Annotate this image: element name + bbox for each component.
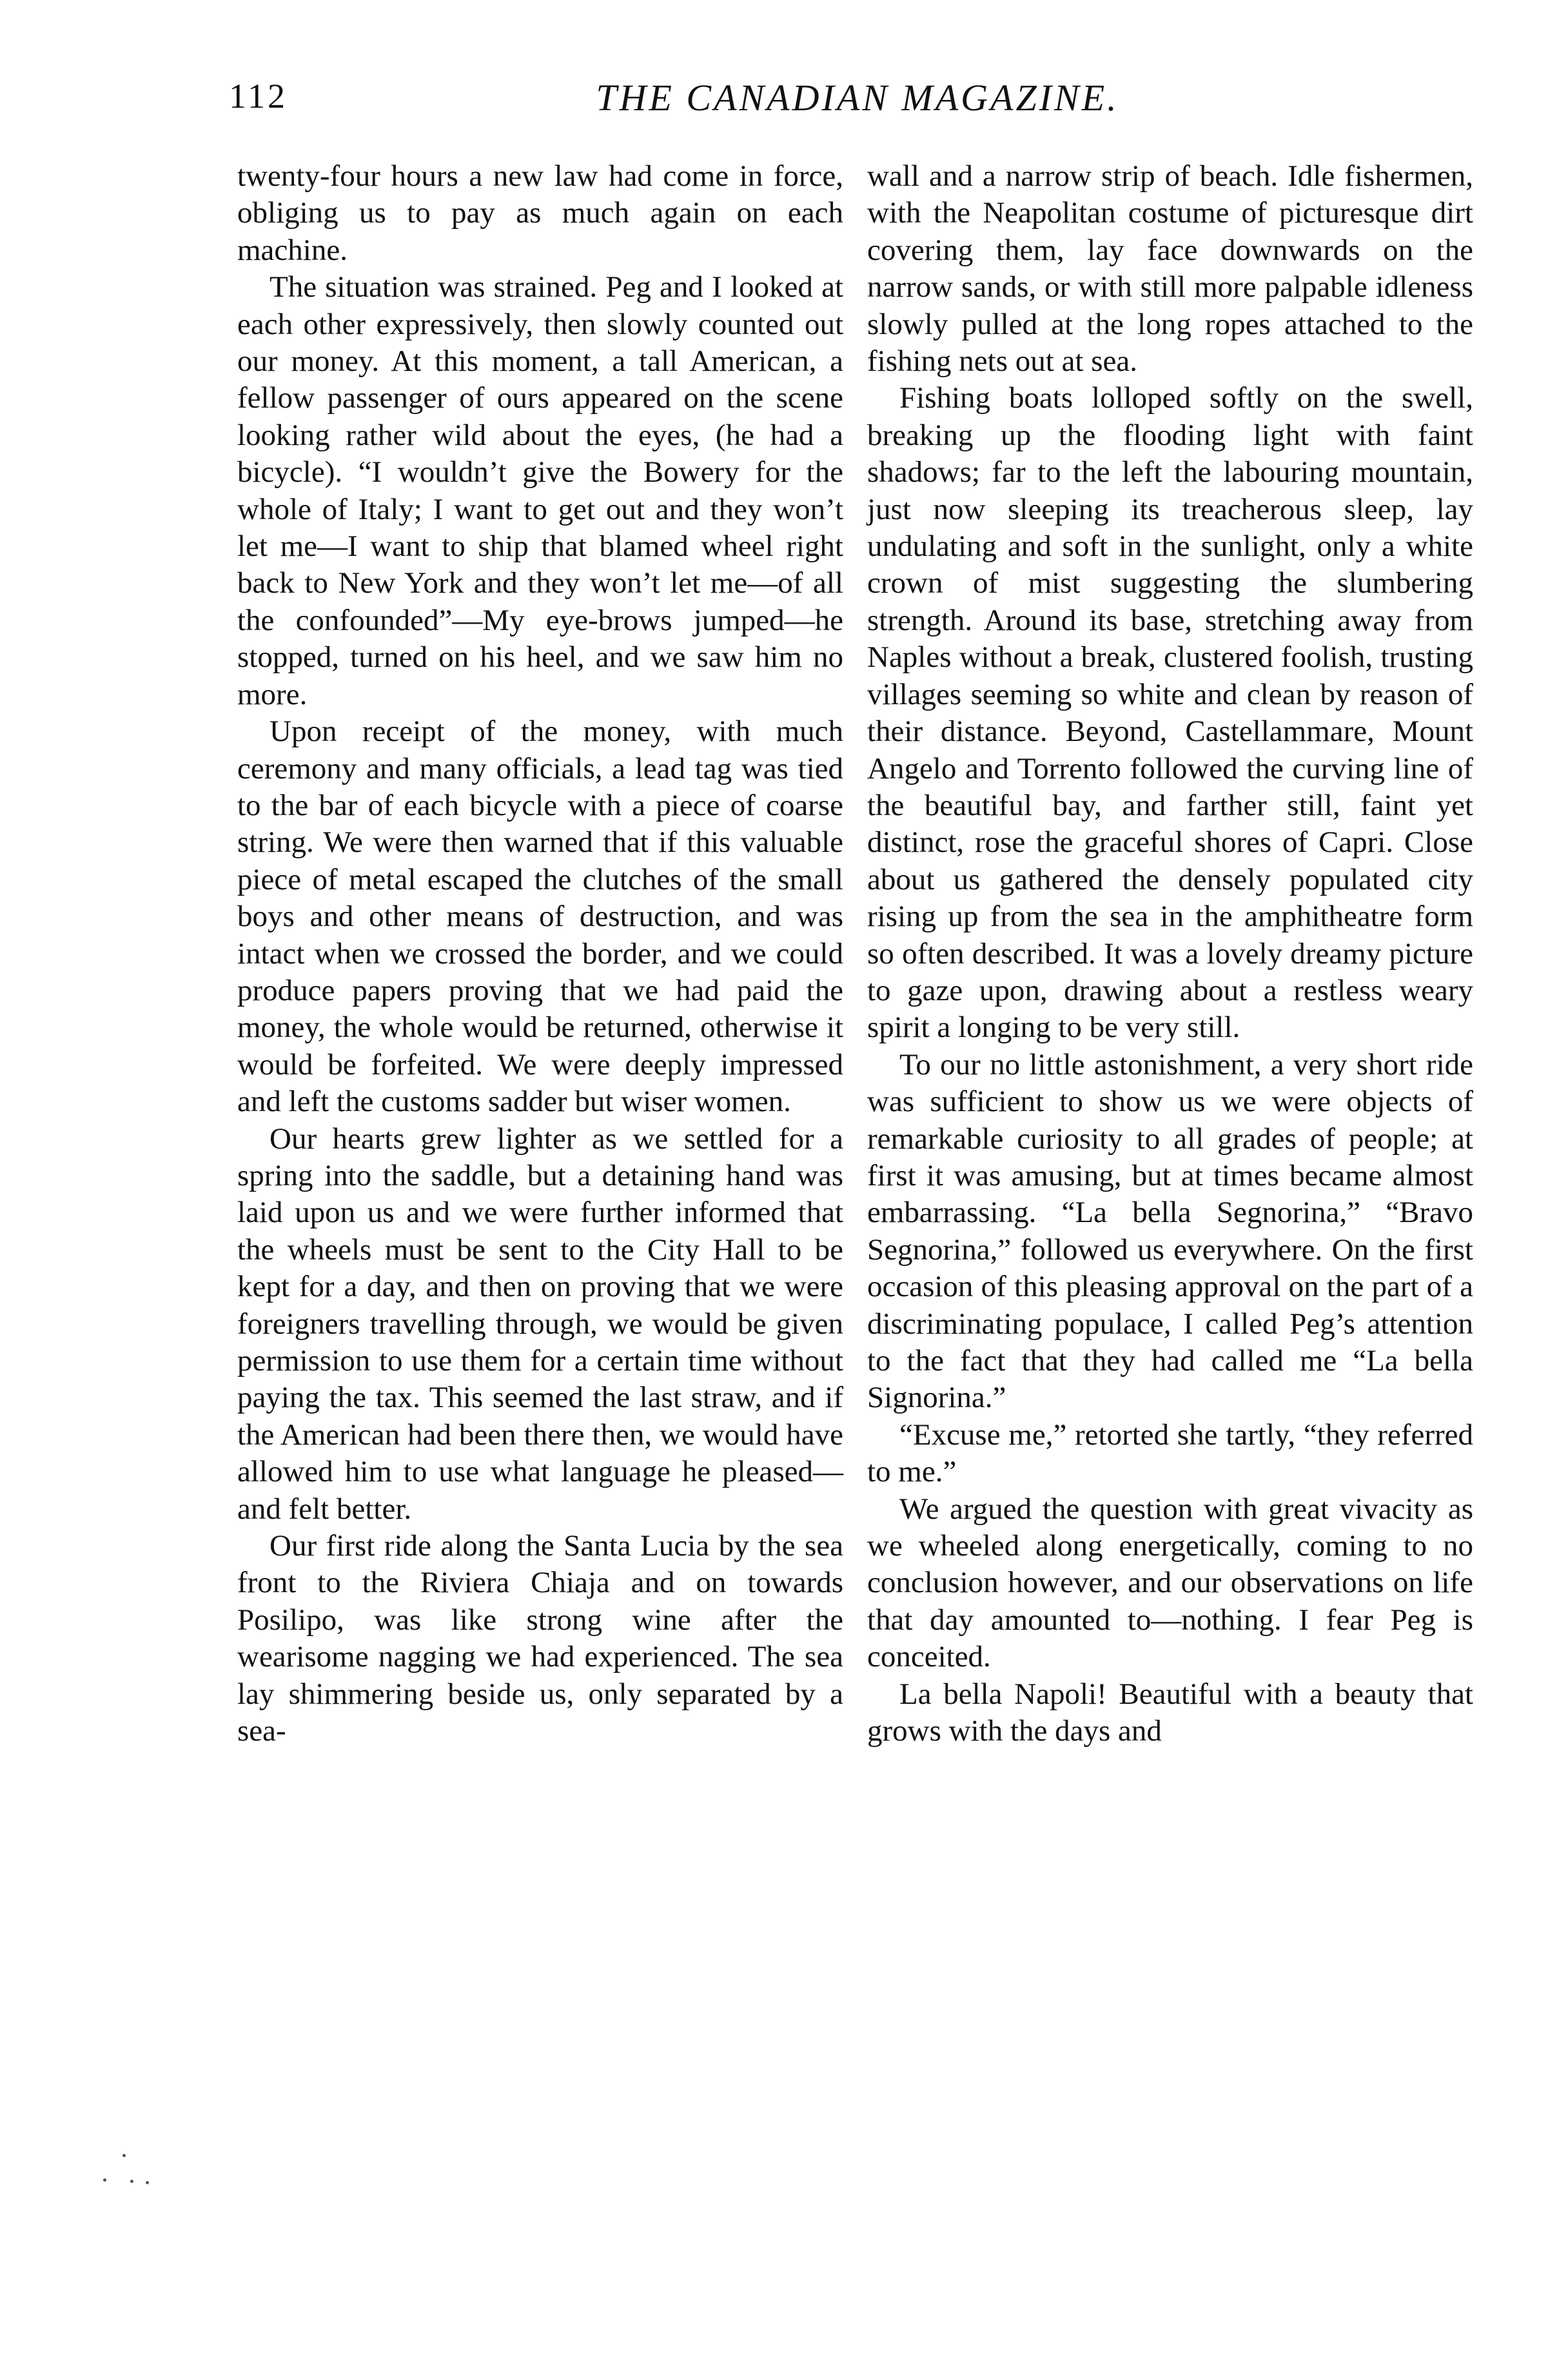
page-number: 112 — [229, 77, 288, 115]
paragraph: wall and a narrow strip of beach. Idle fishermen, with the Neapolitan costume of picturesque dirt covering them, lay face downwards on the narrow sands, or with still more palpable idleness slowly pulled at the long ropes attached to the fishing nets out at sea. — [867, 159, 1473, 379]
paragraph: Fishing boats lolloped softly on the swell, breaking up the flooding light with faint shadows; far to the left the labouring mountain, just now sleeping its treacherous sleep, lay undulating and soft in the sunlight, only a white crown of mist suggesting the slumbering strength. Around its base, stretching away from Naples without a break, clustered foolish, trusting villages seeming so white and clean by reason of their distance. Beyond, Castellammare, Mount Angelo and Torrento followed the curving line of the beautiful bay, and farther still, faint yet distinct, rose the graceful shores of Capri. Close about us gathered the densely populated city rising up from the sea in the amphitheatre form so often described. It was a lovely dreamy picture to gaze upon, drawing about a restless weary spirit a longing to be very still. — [867, 381, 1473, 1045]
print-speckles — [97, 2154, 148, 2206]
page-header — [229, 76, 1486, 134]
paragraph: Our hearts grew lighter as we settled for a spring into the saddle, but a detaining hand was laid upon us and we were further informed that the wheels must be sent to the City Hall to be kept for a day, and then on proving that we were foreigners travelling through, we would be given permission to use them for a certain time without paying the tax. This seemed the last straw, and if the American had been there then, we would have allowed him to use what language he pleased—and felt better. — [237, 1121, 843, 1526]
paragraph: twenty-four hours a new law had come in force, obliging us to pay as much again on each machine. — [237, 159, 843, 267]
paragraph: We argued the question with great vivacity as we wheeled along energetically, coming to no conclusion however, and our observations on life that day amounted to—nothing. I fear Peg is conceited. — [867, 1492, 1473, 1674]
paragraph: Upon receipt of the money, with much ceremony and many officials, a lead tag was tied to the bar of each bicycle with a piece of coarse string. We were then warned that if this valuable piece of metal escaped the clutches of the small boys and other means of destruction, and was intact when we crossed the border, and we could produce papers proving that we had paid the money, the whole would be returned, otherwise it would be forfeited. We were deeply impressed and left the customs sadder but wiser women. — [237, 715, 843, 1119]
left-column — [237, 158, 843, 1750]
right-column — [867, 158, 1473, 1750]
paragraph: Our first ride along the Santa Lucia by the sea front to the Riviera Chiaja and on towards Posilipo, was like strong wine after the wearisome nagging we had experienced. The sea lay shimmering beside us, only separated by a sea- — [237, 1529, 843, 1748]
speckle — [103, 2178, 106, 2182]
paragraph: To our no little astonishment, a very short ride was sufficient to show us we were objects of remarkable curiosity to all grades of people; at first it was amusing, but at times became almost embarrassing. “La bella Segnorina,” “Bravo Segnorina,” followed us everywhere. On the first occasion of this pleasing approval on the part of a discriminating populace, I called Peg’s attention to the fact that they had called me “La bella Signorina.” — [867, 1047, 1473, 1415]
paragraph: La bella Napoli! Beautiful with a beauty that grows with the days and — [867, 1677, 1473, 1748]
running-title: THE CANADIAN MAGAZINE. — [596, 77, 1119, 119]
speckle — [130, 2180, 133, 2183]
speckle — [146, 2181, 149, 2184]
paragraph: “Excuse me,” retorted she tartly, “they referred to me.” — [867, 1417, 1473, 1489]
paragraph: The situation was strained. Peg and I looked at each other expressively, then slowly counted out our money. At this moment, a tall American, a fellow passenger of ours appeared on the scene looking rather wild about the eyes, (he had a bicycle). “I wouldn’t give the Bowery for the whole of Italy; I want to get out and they won’t let me—I want to ship that blamed wheel right back to New York and they won’t let me—of all the confounded”—My eye-brows jumped—he stopped, turned on his heel, and we saw him no more. — [237, 270, 843, 711]
speckle — [122, 2154, 126, 2157]
